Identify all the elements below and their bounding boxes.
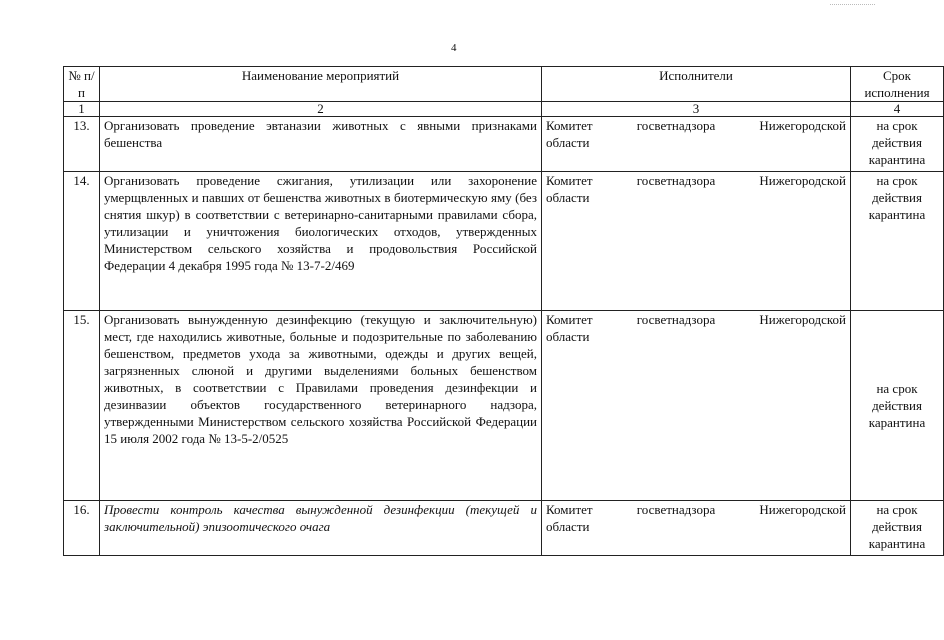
header-num: № п/п — [64, 67, 100, 102]
row-number: 14. — [64, 172, 100, 311]
term-cell: на срок действия карантина — [851, 501, 944, 556]
executor-cell — [542, 311, 851, 501]
header-executors: Исполнители — [542, 67, 851, 102]
page-number: 4 — [451, 42, 457, 54]
executor-tail: области — [546, 329, 590, 344]
column-number: 1 — [64, 102, 100, 117]
measure-name-text: Провести контроль качества вынужденной дезинфекции (текущей и заключительной) эпизоотического очага — [104, 502, 537, 534]
column-number: 2 — [100, 102, 542, 117]
executor-word: Комитет — [546, 173, 593, 188]
row-number: 16. — [64, 501, 100, 556]
executor-tail: области — [546, 190, 590, 205]
executor-word: госветнадзора — [636, 312, 716, 327]
executor-tail: области — [546, 135, 590, 150]
header-row — [64, 67, 944, 102]
executor-word: Комитет — [546, 118, 593, 133]
measures-table — [63, 66, 944, 556]
table-row — [64, 172, 944, 311]
table-row — [64, 501, 944, 556]
column-number: 3 — [542, 102, 851, 117]
executor-cell — [542, 172, 851, 311]
executor-word: Нижегородской — [759, 118, 846, 133]
header-term: Срок исполнения — [851, 67, 944, 102]
term-cell: на срок действия карантина — [851, 311, 944, 501]
executor-word: Нижегородской — [759, 502, 846, 517]
executor-cell — [542, 117, 851, 172]
executor-cell — [542, 501, 851, 556]
executor-word: Комитет — [546, 312, 593, 327]
executor-tail: области — [546, 519, 590, 534]
term-cell: на срок действия карантина — [851, 117, 944, 172]
executor-word: госветнадзора — [636, 118, 716, 133]
row-number: 13. — [64, 117, 100, 172]
scan-edge-mark — [830, 4, 875, 5]
executor-word: госветнадзора — [636, 502, 716, 517]
measure-name — [100, 501, 542, 556]
measure-name: Организовать проведение сжигания, утилизации или захоронение умерщвленных и павших от бешенства животных в биотермическую яму (без снятия шкур) в соответствии с ветеринарно-санитарными правилами сбора, утилизации и уничтожения биологических отходов, утвержденных Министерством сельского хозяйства и продовольствия Российской Федерации 4 декабря 1995 года № 13-7-2/469 — [100, 172, 542, 311]
executor-word: Нижегородской — [759, 312, 846, 327]
term-cell: на срок действия карантина — [851, 172, 944, 311]
executor-word: Нижегородской — [759, 173, 846, 188]
executor-word: Комитет — [546, 502, 593, 517]
table-row — [64, 117, 944, 172]
table-row — [64, 311, 944, 501]
measure-name: Организовать вынужденную дезинфекцию (текущую и заключительную) мест, где находились животные, больные и подозрительные по заболеванию бешенством, предметов ухода за животными, одежды и других вещей, загрязненных слюной и другими выделениями больных бешенством животных, в соответствии с Правилами проведения дезинфекции и дезинвазии объектов государственного ветеринарного надзора, утвержденными Министерством сельского хозяйства Российской Федерации 15 июля 2002 года № 13-5-2/0525 — [100, 311, 542, 501]
measure-name: Организовать проведение эвтаназии животных с явными признаками бешенства — [100, 117, 542, 172]
row-number: 15. — [64, 311, 100, 501]
header-name: Наименование мероприятий — [100, 67, 542, 102]
column-numbers-row — [64, 102, 944, 117]
column-number: 4 — [851, 102, 944, 117]
executor-word: госветнадзора — [636, 173, 716, 188]
